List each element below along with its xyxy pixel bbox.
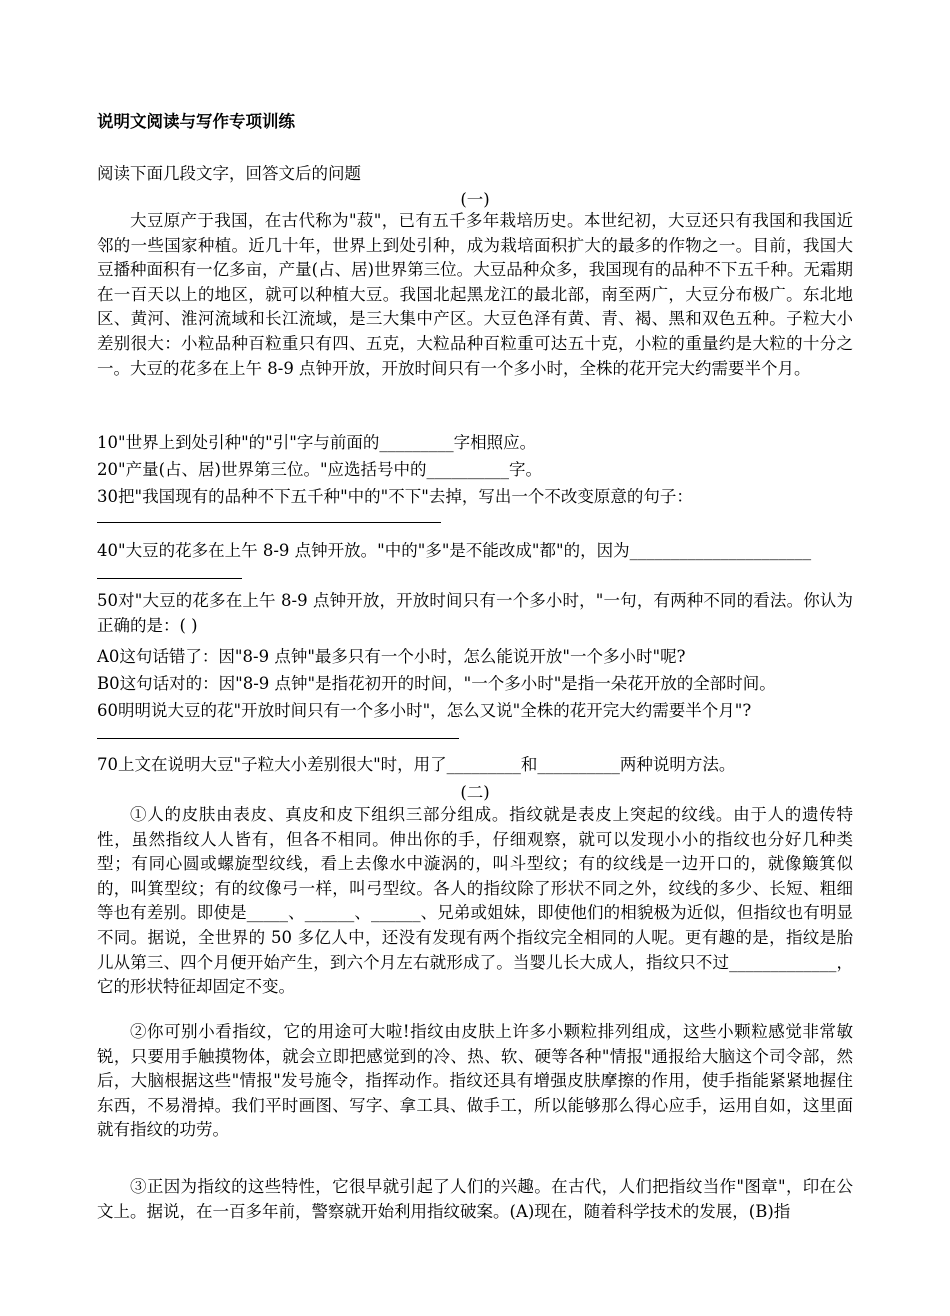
question-1: 10"世界上到处引种"的"引"字与前面的_________字相照应。 (97, 433, 537, 452)
instructions: 阅读下面几段文字，回答文后的问题 (97, 164, 361, 183)
question-2: 20"产量(占、居)世界第三位。"应选括号中的__________字。 (97, 460, 543, 479)
option-b: B0这句话对的：因"8-9 点钟"是指花初开的时间，"一个多小时"是指一朵花开放的全部时间。 (97, 674, 776, 693)
section-heading-2: (二) (460, 783, 490, 802)
question-6: 60明明说大豆的花"开放时间只有一个多小时"，怎么又说"全株的花开完大约需要半个月"? (97, 701, 752, 720)
passage-paragraph: 大豆原产于我国，在古代称为"菽"，已有五千多年栽培历史。本世纪初，大豆还只有我国和我国近邻的一些国家种植。近几十年，世界上到处引种，成为栽培面积扩大的最多的作物之一。目前，我国大豆播种面积有一亿多亩，产量(占、居)世界第三位。大豆品种众多，我国现有的品种不下五千种。无霜期在一百天以上的地区，就可以种植大豆。我国北起黑龙江的最北部，南至两广，大豆分布极广。东北地区、黄河、淮河流域和长江流域，是三大集中产区。大豆色泽有黄、青、褐、黑和双色五种。子粒大小差别很大：小粒品种百粒重只有四、五克，大粒品种百粒重可达五十克，小粒的重量约是大粒的十分之一。大豆的花多在上午 8-9 点钟开放，开放时间只有一个多小时，全株的花开完大约需要半个月。 (97, 211, 853, 378)
answer-line (97, 522, 441, 523)
answer-line (97, 738, 459, 739)
document-title: 说明文阅读与写作专项训练 (97, 112, 295, 131)
question-3: 30把"我国现有的品种不下五千种"中的"不下"去掉，写出一个不改变原意的句子： (97, 487, 693, 506)
question-4: 40"大豆的花多在上午 8-9 点钟开放。"中的"多"是不能改成"都"的，因为______________________ (97, 541, 812, 560)
option-a: A0这句话错了：因"8-9 点钟"最多只有一个小时，怎么能说开放"一个多小时"呢? (97, 647, 686, 666)
question-5: 50对"大豆的花多在上午 8-9 点钟开放，开放时间只有一个多小时，"一句，有两种不同的看法。你认为正确的是：( ) (97, 591, 853, 635)
answer-line (97, 578, 242, 579)
section-heading-1: (一) (460, 190, 490, 209)
passage-paragraph: ③正因为指纹的这些特性，它很早就引起了人们的兴趣。在古代，人们把指纹当作"图章"，印在公文上。据说，在一百多年前，警察就开始利用指纹破案。(A)现在，随着科学技术的发展，(B)指 (97, 1177, 853, 1221)
passage-paragraph: ②你可别小看指纹，它的用途可大啦!指纹由皮肤上许多小颗粒排列组成，这些小颗粒感觉非常敏锐，只要用手触摸物体，就会立即把感觉到的冷、热、软、硬等各种"情报"通报给大脑这个司令部，然后，大脑根据这些"情报"发号施令，指挥动作。指纹还具有增强皮肤摩擦的作用，使手指能紧紧地握住东西，不易滑掉。我们平时画图、写字、拿工具、做手工，所以能够那么得心应手，运用自如，这里面就有指纹的功劳。 (97, 1022, 853, 1140)
question-7: 70上文在说明大豆"子粒大小差别很大"时，用了_________和__________两种说明方法。 (97, 755, 736, 774)
passage-paragraph: ①人的皮肤由表皮、真皮和皮下组织三部分组成。指纹就是表皮上突起的纹线。由于人的遗传特性，虽然指纹人人皆有，但各不相同。伸出你的手，仔细观察，就可以发现小小的指纹也分好几种类型；有同心圆或螺旋型纹线，看上去像水中漩涡的，叫斗型纹；有的纹线是一边开口的，就像簸箕似的，叫箕型纹；有的纹像弓一样，叫弓型纹。各人的指纹除了形状不同之外，纹线的多少、长短、粗细等也有差别。即使是_____、______、______、兄弟或姐妹，即使他们的相貌极为近似，但指纹也有明显不同。据说，全世界的 50 多亿人中，还没有发现有两个指纹完全相同的人呢。更有趣的是，指纹是胎儿从第三、四个月便开始产生，到六个月左右就形成了。当婴儿长大成人，指纹只不过_____________，它的形状特征却固定不变。 (97, 805, 853, 997)
